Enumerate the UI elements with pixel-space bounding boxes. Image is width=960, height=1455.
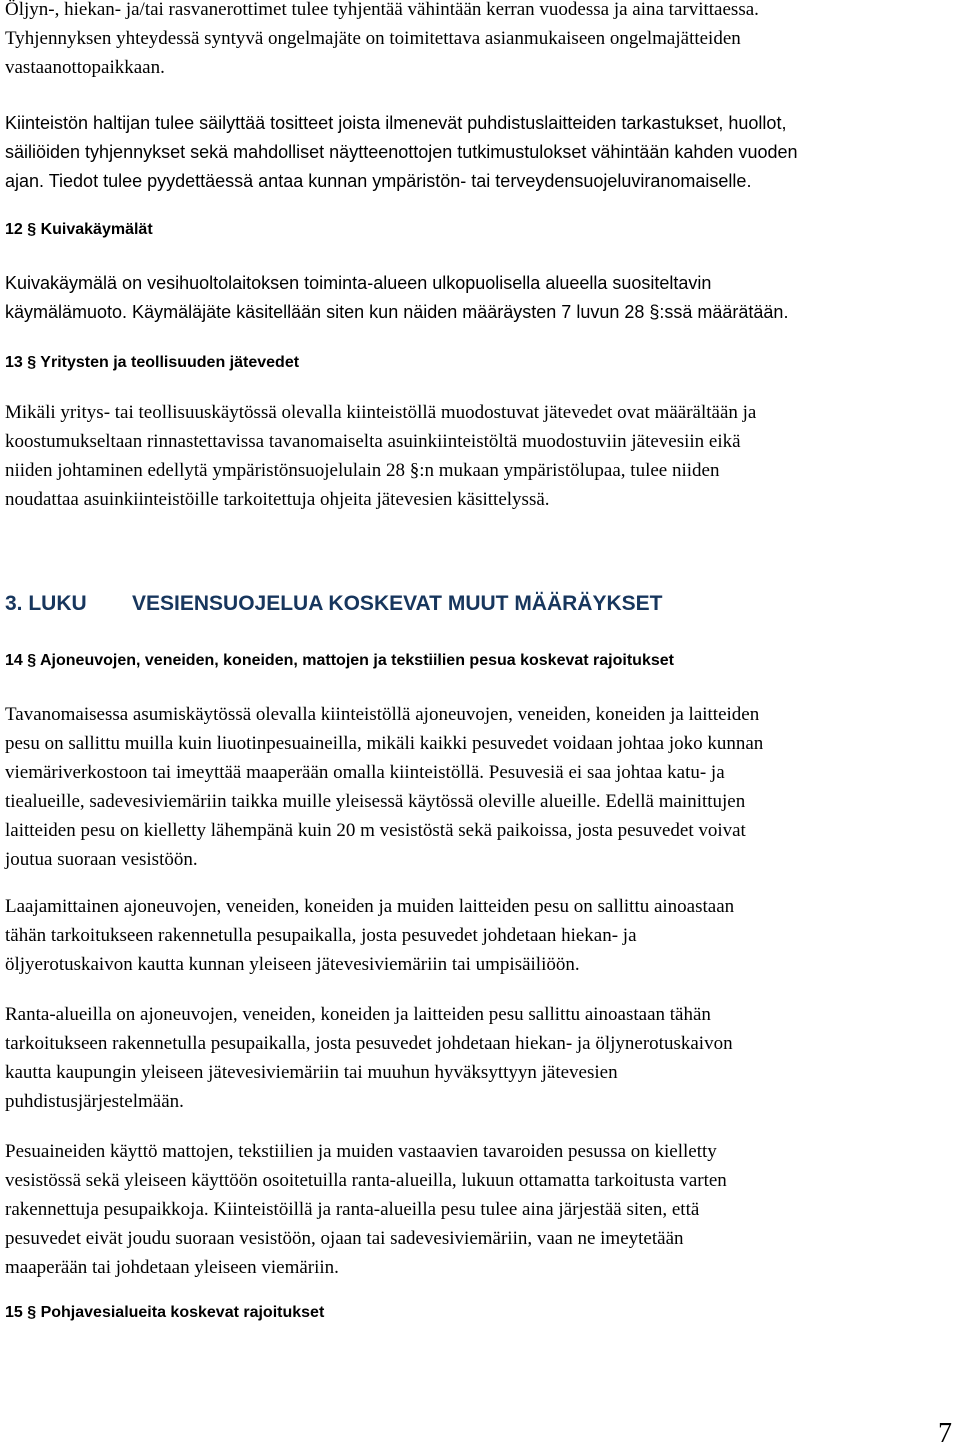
intro-paragraph — [5, 0, 957, 82]
text-line: Laajamittainen ajoneuvojen, veneiden, koneiden ja muiden laitteiden pesu on sallittu ainoastaan — [5, 896, 735, 917]
text-line: koostumukseltaan rinnastettavissa tavanomaiselta asuinkiinteistöltä muodostuviin jätevesiin eikä — [5, 431, 741, 452]
record-keeping-paragraph — [5, 109, 957, 196]
text-line: pesuvedet eivät joudu suoraan vesistöön, ojaan tai sadevesiviemäriin, vaan ne imeytetään — [5, 1228, 684, 1249]
section-14-paragraph-2 — [5, 892, 957, 979]
chapter-number: 3. LUKU — [5, 592, 87, 615]
text-line: tiealueille, sadevesiviemäriin taikka muille yleisessä käytössä oleville alueille. Edellä mainittujen — [5, 791, 746, 812]
text-line: tähän tarkoitukseen rakennetulla pesupaikalla, josta pesuvedet johdetaan hiekan- ja — [5, 925, 637, 946]
text-line: Pesuaineiden käyttö mattojen, tekstiilien ja muiden vastaavien tavaroiden pesussa on kielletty — [5, 1141, 717, 1162]
chapter-3-heading — [5, 591, 663, 617]
text-line: ajan. Tiedot tulee pyydettäessä antaa kunnan ympäristön- tai terveydensuojeluviranomaiselle. — [5, 171, 752, 191]
text-line: rakennettuja pesupaikkoja. Kiinteistöillä ja ranta-alueilla pesu tulee aina järjestää siten, että — [5, 1199, 700, 1220]
section-14-paragraph-4 — [5, 1137, 957, 1282]
text-line: säiliöiden tyhjennykset sekä mahdolliset näytteenottojen tutkimustulokset vähintään kahden vuoden — [5, 142, 798, 162]
text-line: käymälämuoto. Käymäläjäte käsitellään siten kun näiden määräysten 7 luvun 28 §:ssä määrätään. — [5, 302, 789, 322]
text-line: Mikäli yritys- tai teollisuuskäytössä olevalla kiinteistöllä muodostuvat jätevedet ovat määrältään ja — [5, 402, 757, 423]
text-line: Öljyn-, hiekan- ja/tai rasvanerottimet tulee tyhjentää vähintään kerran vuodessa ja aina tarvittaessa. — [5, 0, 759, 20]
text-line: Kiinteistön haltijan tulee säilyttää tositteet joista ilmenevät puhdistuslaitteiden tarkastukset, huollot, — [5, 113, 787, 133]
section-12-paragraph — [5, 269, 957, 327]
text-line: noudattaa asuinkiinteistöille tarkoitettuja ohjeita jätevesien käsittelyssä. — [5, 489, 550, 510]
text-line: Kuivakäymälä on vesihuoltolaitoksen toiminta-alueen ulkopuolisella alueella suositeltavin — [5, 273, 712, 293]
text-line: öljyerotuskaivon kautta kunnan yleiseen jätevesiviemäriin tai umpisäiliöön. — [5, 954, 580, 975]
text-line: niiden johtaminen edellytä ympäristönsuojelulain 28 §:n mukaan ympäristölupaa, tulee niiden — [5, 460, 720, 481]
text-line: Tavanomaisessa asumiskäytössä olevalla kiinteistöllä ajoneuvojen, veneiden, koneiden ja laitteiden — [5, 704, 760, 725]
section-14-heading: 14 § Ajoneuvojen, veneiden, koneiden, mattojen ja tekstiilien pesua koskevat rajoitukset — [5, 652, 674, 669]
page-number: 7 — [938, 1418, 952, 1449]
section-14-paragraph-3 — [5, 1000, 957, 1116]
text-line: tarkoitukseen rakennetulla pesupaikalla, josta pesuvedet johdetaan hiekan- ja öljynerotuskaivon — [5, 1033, 733, 1054]
text-line: Tyhjennyksen yhteydessä syntyvä ongelmajäte on toimitettava asianmukaiseen ongelmajätteiden — [5, 28, 741, 49]
section-13-heading: 13 § Yritysten ja teollisuuden jätevedet — [5, 354, 300, 371]
section-13-paragraph — [5, 398, 957, 514]
chapter-title: VESIENSUOJELUA KOSKEVAT MUUT MÄÄRÄYKSET — [132, 592, 663, 615]
text-line: Ranta-alueilla on ajoneuvojen, veneiden, koneiden ja laitteiden pesu sallittu ainoastaan tähän — [5, 1004, 711, 1025]
text-line: vastaanottopaikkaan. — [5, 57, 165, 78]
text-line: kautta kaupungin yleiseen jätevesiviemäriin tai muuhun hyväksyttyyn jätevesien — [5, 1062, 618, 1083]
text-line: viemäriverkostoon tai imeyttää maaperään omalla kiinteistöllä. Pesuvesiä ei saa johtaa katu- ja — [5, 762, 725, 783]
section-12-heading: 12 § Kuivakäymälät — [5, 221, 153, 238]
text-line: puhdistusjärjestelmään. — [5, 1091, 184, 1112]
section-14-paragraph-1 — [5, 700, 957, 874]
text-line: laitteiden pesu on kielletty lähempänä kuin 20 m vesistöstä sekä paikoissa, josta pesuvedet voivat — [5, 820, 746, 841]
text-line: pesu on sallittu muilla kuin liuotinpesuaineilla, mikäli kaikki pesuvedet voidaan johtaa joko kunnan — [5, 733, 764, 754]
text-line: maaperään tai johdetaan yleiseen viemäriin. — [5, 1257, 339, 1278]
text-line: vesistössä sekä yleiseen käyttöön osoitetuilla ranta-alueilla, lukuun ottamatta tarkoitusta varten — [5, 1170, 727, 1191]
section-15-heading: 15 § Pohjavesialueita koskevat rajoitukset — [5, 1304, 325, 1321]
text-line: joutua suoraan vesistöön. — [5, 849, 198, 870]
